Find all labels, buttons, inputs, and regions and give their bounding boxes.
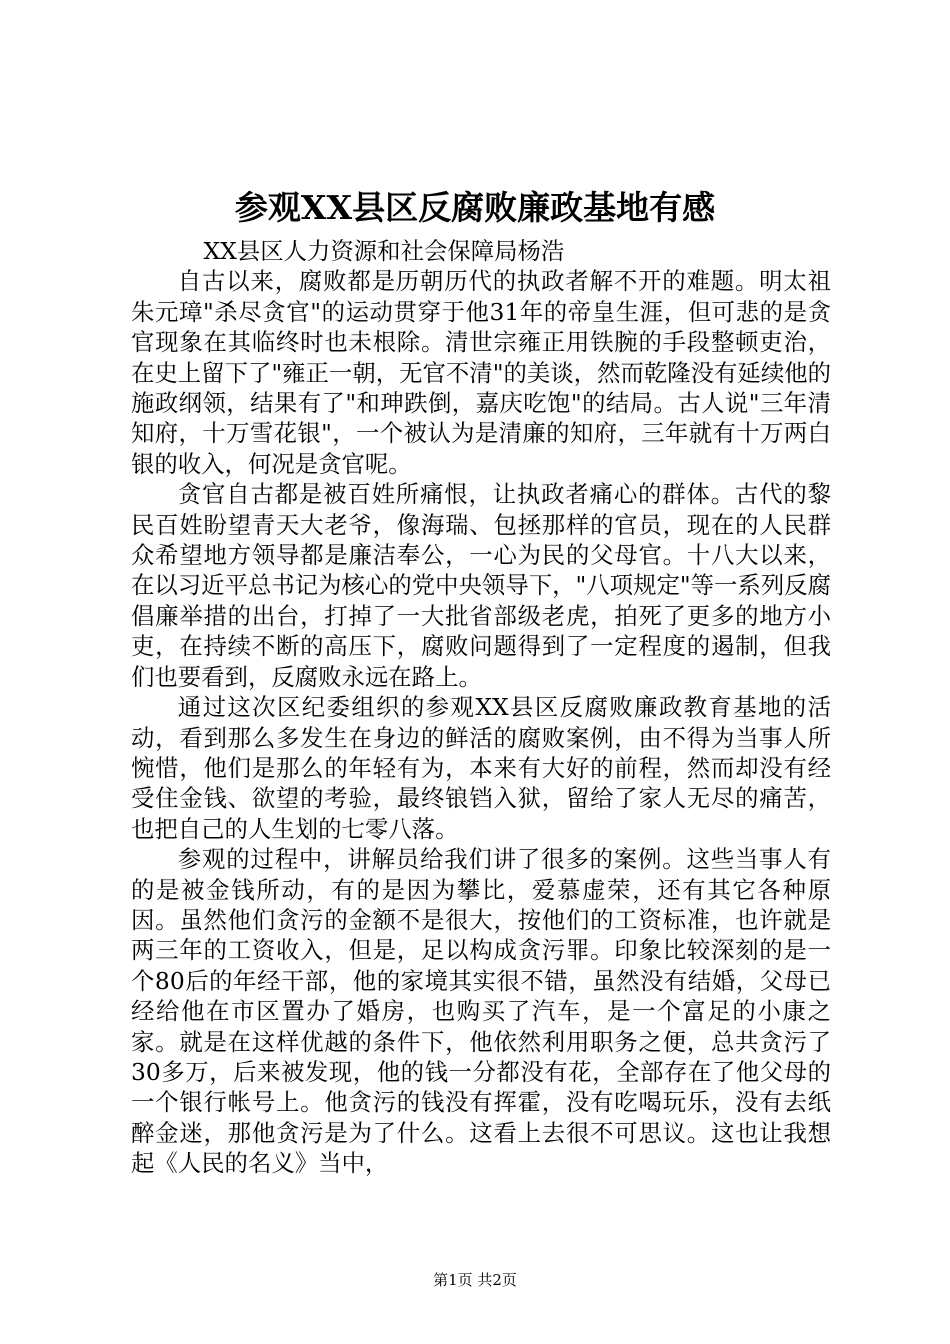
- paragraph-2: 贪官自古都是被百姓所痛恨，让执政者痛心的群体。古代的黎民百姓盼望青天大老爷，像海瑞、包拯那样的官员，现在的人民群众希望地方领导都是廉洁奉公，一心为民的父母官。十八大以来，在以习近平总书记为核心的党中央领导下，"八项规定"等一系列反腐倡廉举措的出台，打掉了一大批省部级老虎，拍死了更多的地方小吏，在持续不断的高压下，腐败问题得到了一定程度的遏制，但我们也要看到，反腐败永远在路上。: [131, 480, 831, 691]
- page-number-footer: 第1页 共2页: [433, 1271, 517, 1289]
- paragraph-4: 参观的过程中，讲解员给我们讲了很多的案例。这些当事人有的是被金钱所动，有的是因为攀比，爱慕虚荣，还有其它各种原因。虽然他们贪污的金额不是很大，按他们的工资标准，也许就是两三年的工资收入，但是，足以构成贪污罪。印象比较深刻的是一个80后的年经干部，他的家境其实很不错，虽然没有结婚，父母已经给他在市区置办了婚房，也购买了汽车，是一个富足的小康之家。就是在这样优越的条件下，他依然利用职务之便，总共贪污了30多万，后来被发现，他的钱一分都没有花，全部存在了他父母的一个银行帐号上。他贪污的钱没有挥霍，没有吃喝玩乐，没有去纸醉金迷，那他贪污是为了什么。这看上去很不可思议。这也让我想起《人民的名义》当中，: [131, 845, 831, 1178]
- paragraph-3: 通过这次区纪委组织的参观XX县区反腐败廉政教育基地的活动，看到那么多发生在身边的鲜活的腐败案例，由不得为当事人所惋惜，他们是那么的年轻有为，本来有大好的前程，然而却没有经受住金钱、欲望的考验，最终锒铛入狱，留给了家人无尽的痛苦，也把自己的人生划的七零八落。: [131, 693, 831, 843]
- author-line: XX县区人力资源和社会保障局杨浩: [203, 237, 565, 265]
- paragraph-1: 自古以来，腐败都是历朝历代的执政者解不开的难题。明太祖朱元璋"杀尽贪官"的运动贯穿于他31年的帝皇生涯，但可悲的是贪官现象在其临终时也未根除。清世宗雍正用铁腕的手段整顿吏治，在史上留下了"雍正一朝，无官不清"的美谈，然而乾隆没有延续他的施政纲领，结果有了"和珅跌倒，嘉庆吃饱"的结局。古人说"三年清知府，十万雪花银"，一个被认为是清廉的知府，三年就有十万两白银的收入，何况是贪官呢。: [131, 267, 831, 478]
- document-body: [131, 236, 831, 1179]
- document-title: 参观XX县区反腐败廉政基地有感: [234, 188, 716, 227]
